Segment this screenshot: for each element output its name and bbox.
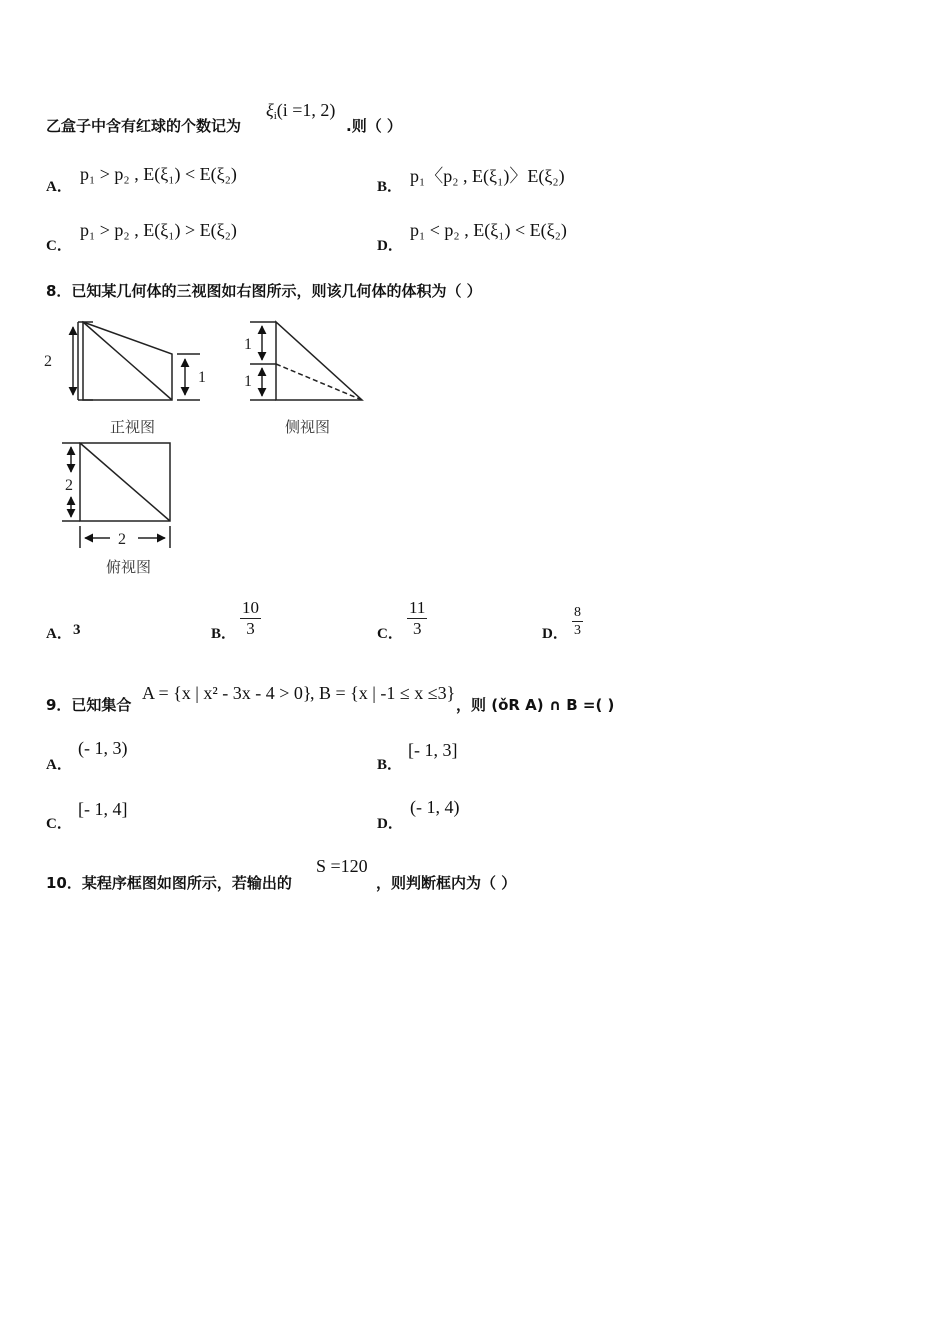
top-dim-bottom: 2 [118, 531, 126, 548]
q9-option-c-label[interactable]: C． [46, 816, 72, 832]
q7-option-c-expr[interactable]: p₁ > p₂ , E(ξ₁) > E(ξ₂) [80, 220, 237, 240]
q8-option-b-num: 10 [242, 598, 259, 617]
q9-stem-prefix: 9．已知集合 [46, 696, 132, 714]
q9-option-a-expr[interactable]: (- 1, 3) [78, 738, 128, 758]
side-view-caption: 侧视图 [285, 420, 331, 436]
q7-option-c-label[interactable]: C． [46, 238, 72, 254]
q7-option-a-expr[interactable]: p₁ > p₂ , E(ξ₁) < E(ξ₂) [80, 164, 237, 184]
q7-stem-suffix: .则（ ） [346, 117, 402, 135]
q9-option-c-expr[interactable]: [- 1, 4] [78, 799, 128, 819]
q7-xi-sub: i [273, 110, 277, 122]
q8-option-a-label[interactable]: A． [46, 626, 72, 642]
q8-option-d-label[interactable]: D． [542, 626, 568, 642]
q7-option-d-label[interactable]: D． [377, 238, 403, 254]
top-dim-left: 2 [65, 477, 73, 494]
q9-option-d-expr[interactable]: (- 1, 4) [410, 797, 460, 817]
q7-option-b-expr[interactable]: p₁〈p₂ , E(ξ₁)〉E(ξ₂) [410, 166, 565, 186]
q7-xi: ξ [266, 100, 274, 120]
q7-option-a-label[interactable]: A． [46, 179, 72, 195]
q7-xi-range: (i =1, 2) [276, 100, 336, 120]
q9-option-b-label[interactable]: B． [377, 757, 403, 773]
q8-option-c-label[interactable]: C． [377, 626, 403, 642]
q7-option-d-expr[interactable]: p₁ < p₂ , E(ξ₁) < E(ξ₂) [410, 220, 567, 240]
q9-option-d-label[interactable]: D． [377, 816, 403, 832]
side-view [250, 322, 362, 400]
q8-stem: 8．已知某几何体的三视图如右图所示，则该几何体的体积为（ ） [46, 282, 482, 300]
q8-option-c-num: 11 [409, 598, 426, 617]
q10-stem-prefix: 10．某程序框图如图所示，若输出的 [46, 874, 292, 892]
q8-option-b-fraction[interactable] [240, 598, 261, 639]
front-view-caption: 正视图 [110, 420, 156, 436]
side-dim-bottom: 1 [244, 373, 252, 390]
q10-stem-suffix: ，则判断框内为（ ） [376, 874, 517, 892]
front-dim-left: 2 [44, 353, 52, 370]
q8-option-c-fraction[interactable] [407, 598, 427, 639]
q8-option-b-label[interactable]: B． [211, 626, 237, 642]
q7-stem-text: 乙盒子中含有红球的个数记为 [46, 117, 242, 135]
front-dim-right: 1 [198, 369, 206, 386]
q8-option-c-den: 3 [412, 619, 422, 638]
q7-option-b-label[interactable]: B． [377, 179, 403, 195]
q8-option-d-num: 8 [574, 605, 581, 620]
q8-option-a-value[interactable]: 3 [73, 622, 81, 638]
top-view [62, 443, 170, 548]
q9-set-a: A = {x | x² - 3x - 4 > 0} [142, 683, 312, 703]
q7-xi-expression [266, 100, 335, 122]
three-view-figure [40, 312, 380, 582]
q9-stem-suffix: ，则 (ǒR A) ∩ B =( ) [456, 696, 615, 714]
q9-option-b-expr[interactable]: [- 1, 3] [408, 740, 458, 760]
q9-option-a-label[interactable]: A． [46, 757, 72, 773]
q10-s-expr: S =120 [316, 856, 368, 876]
front-view [73, 322, 200, 400]
q9-set-b: , B = {x | -1 ≤ x ≤3} [310, 683, 456, 703]
side-dim-top: 1 [244, 336, 252, 353]
q8-option-d-fraction[interactable] [572, 604, 583, 639]
top-view-caption: 俯视图 [106, 560, 152, 576]
q8-option-b-den: 3 [246, 619, 255, 638]
q8-option-d-den: 3 [574, 623, 581, 638]
